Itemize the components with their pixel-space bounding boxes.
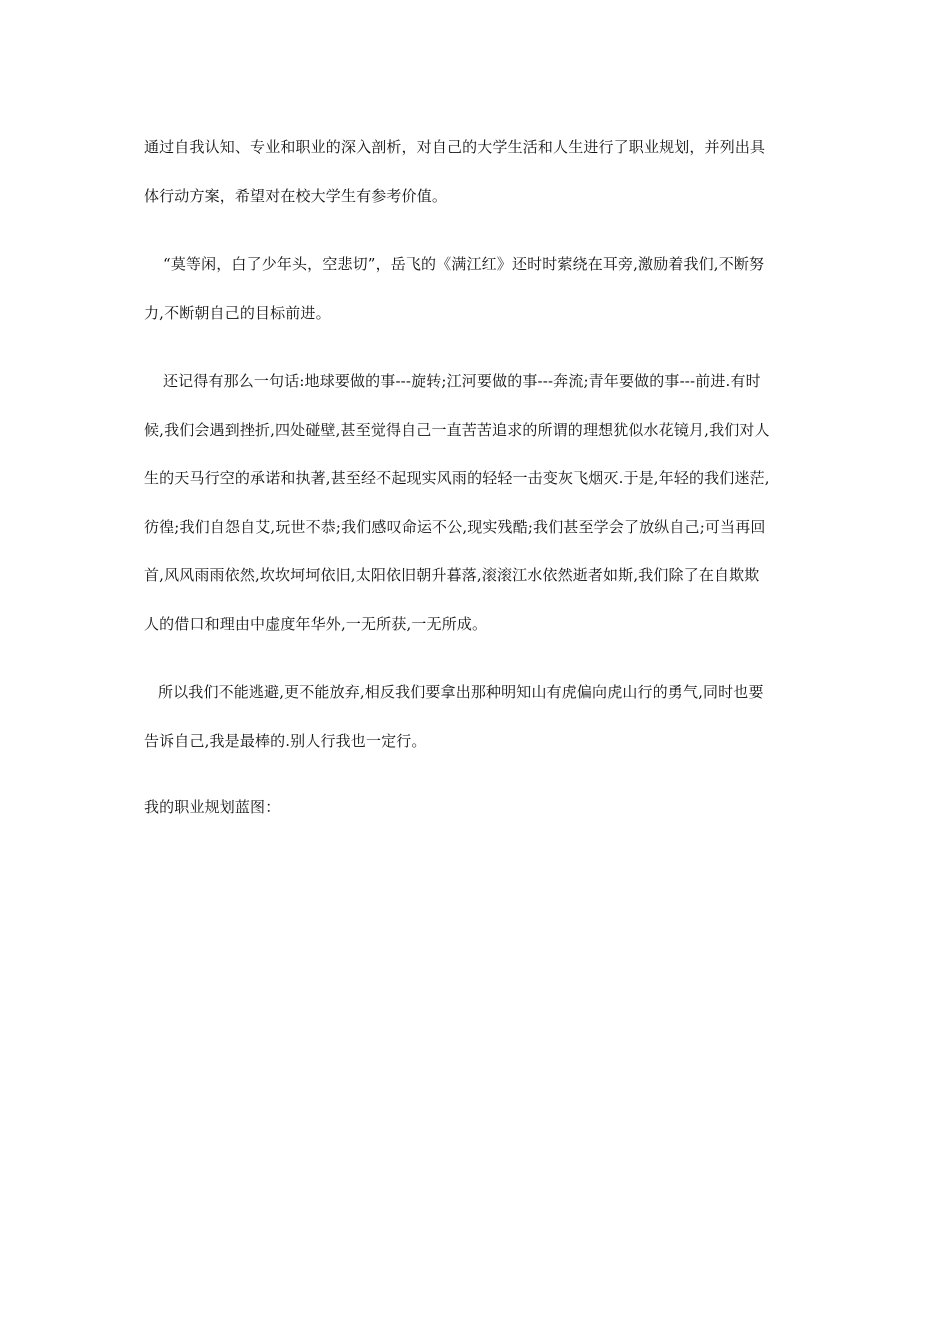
paragraph-line: 力,不断朝自己的目标前进。: [144, 303, 331, 322]
paragraph-line: 还记得有那么一句话:地球要做的事---旋转;江河要做的事---奔流;青年要做的事---前进.有时: [163, 372, 761, 390]
paragraph-resolve: [144, 668, 809, 765]
paragraph-intro: [144, 123, 809, 220]
paragraph-line: 彷徨;我们自怨自艾,玩世不恭;我们感叹命运不公,现实残酷;我们甚至学会了放纵自己;可当再回: [144, 517, 766, 536]
paragraph-line: 首,风风雨雨依然,坎坎坷坷依旧,太阳依旧朝升暮落,滚滚江水依然逝者如斯,我们除了在自欺欺: [144, 566, 760, 584]
paragraph-line: “莫等闲，白了少年头，空悲切”，岳飞的《满江红》还时时萦绕在耳旁,激励着我们,不断努: [163, 255, 765, 273]
paragraph-line: 我的职业规划蓝图：: [144, 798, 281, 816]
paragraph-blueprint-heading: [144, 783, 809, 832]
paragraph-line: 候,我们会遇到挫折,四处碰壁,甚至觉得自己一直苦苦追求的所谓的理想犹似水花镜月,我们对人: [144, 420, 770, 439]
paragraph-line: 体行动方案，希望对在校大学生有参考价值。: [144, 186, 448, 205]
paragraph-quote: [144, 240, 809, 337]
paragraph-line: 所以我们不能逃避,更不能放弃,相反我们要拿出那种明知山有虎偏向虎山行的勇气,同时也要: [158, 683, 764, 701]
paragraph-line: 人的借口和理由中虚度年华外,一无所获,一无所成。: [144, 614, 488, 633]
paragraph-line: 告诉自己,我是最棒的.别人行我也一定行。: [144, 731, 427, 750]
paragraph-line: 生的天马行空的承诺和执著,甚至经不起现实风雨的轻轻一击变灰飞烟灭.于是,年轻的我们迷茫,: [144, 469, 770, 487]
paragraph-reflection: [144, 357, 809, 648]
paragraph-line: 通过自我认知、专业和职业的深入剖析，对自己的大学生活和人生进行了职业规划，并列出具: [144, 138, 766, 156]
document-body: [144, 123, 809, 832]
